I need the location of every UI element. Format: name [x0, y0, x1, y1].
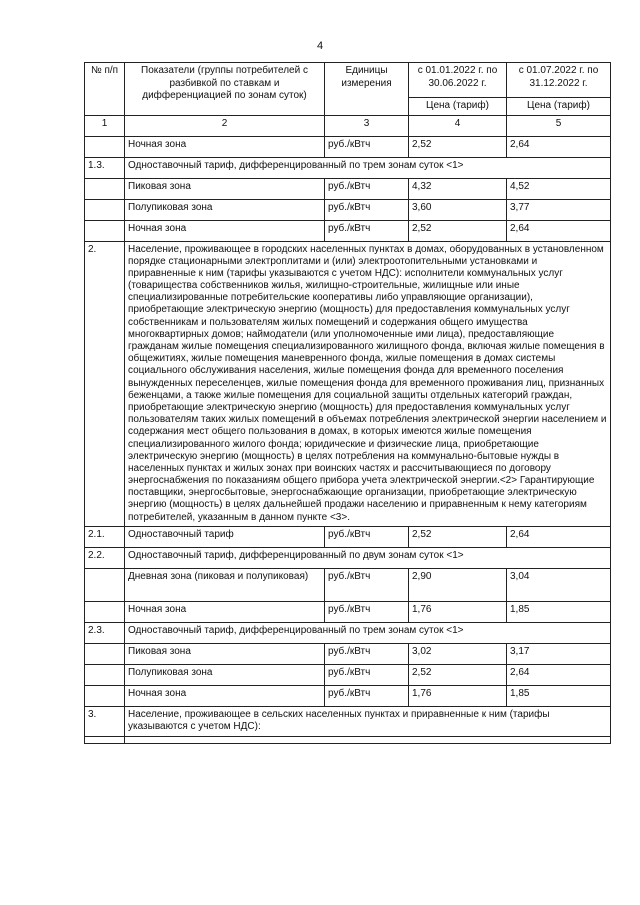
- row-value-2: 1,85: [507, 685, 611, 706]
- row-value-1: 2,52: [409, 526, 507, 547]
- tariff-table: [84, 62, 611, 744]
- table-row: [85, 685, 611, 706]
- section-row: [85, 622, 611, 643]
- row-num: [85, 601, 125, 622]
- row-unit: руб./кВтч: [325, 178, 409, 199]
- row-value-1: 4,32: [409, 178, 507, 199]
- table-row: [85, 199, 611, 220]
- row-value-1: 2,52: [409, 664, 507, 685]
- header-price2: Цена (тариф): [507, 98, 611, 116]
- row-name: Ночная зона: [125, 136, 325, 157]
- header-num: № п/п: [85, 63, 125, 116]
- header-units: Единицы измерения: [325, 63, 409, 116]
- section-row: [85, 241, 611, 526]
- row-unit: руб./кВтч: [325, 526, 409, 547]
- row-value-2: 2,64: [507, 220, 611, 241]
- table-row: [85, 601, 611, 622]
- table-row: [85, 178, 611, 199]
- row-value-2: 3,77: [507, 199, 611, 220]
- row-num: [85, 643, 125, 664]
- row-value-1: 1,76: [409, 601, 507, 622]
- row-value-1: 3,60: [409, 199, 507, 220]
- section-text: Население, проживающее в городских населенных пунктах в домах, оборудованных в установленном порядке стационарными электроплитами и (или) электроотопительными установками и приравненные к ним (тарифы указываются с учетом НДС): исполнители коммунальных услуг (товарищества собственников жилья, жилищно-строительные, жилищные или иные специализированные потребительские кооперативы либо управляющие организации), приобретающие электрическую энергию (мощность) для предоставления коммунальных услуг собственникам и пользователям жилых помещений и содержания общего имущества многоквартирных домов; наймодатели (или уполномоченные ими лица), предоставляющие гражданам жилые помещения специализированного жилищного фонда, включая жилые помещения в общежитиях, жилые помещения маневренного фонда, жилые помещения в домах системы социального обслуживания населения, жилые помещения фонда для временного поселения вынужденных переселенцев, жилые помещения фонда для временного проживания лиц, признанных беженцами, а также жилые помещения для социальной защиты отдельных категорий граждан, приобретающие электрическую энергию (мощность) для предоставления коммунальных услуг пользователям таких жилых помещений в объемах потребления электрической энергии населением и содержания мест общего пользования в домах, в которых имеются жилые помещения специализированного жилого фонда; юридические и физические лица, приобретающие электрическую энергию (мощность) в целях потребления на коммунально-бытовые нужды в населенных пунктах и жилых зонах при воинских частях и рассчитывающиеся по договору энергоснабжения по показаниям общего прибора учета электрической энергии.<2> Гарантирующие поставщики, энергосбытовые, энергоснабжающие организации, приобретающие электрическую энергию (мощность) в целях дальнейшей продажи населению и приравненным к нему категориям потребителей, указанным в данном пункте <3>.: [125, 241, 611, 526]
- row-num: [85, 685, 125, 706]
- section-num: 1.3.: [85, 157, 125, 178]
- row-num: [85, 136, 125, 157]
- row-name: Ночная зона: [125, 685, 325, 706]
- table-row-continuation: [85, 736, 611, 743]
- row-value-1: 3,02: [409, 643, 507, 664]
- header-row: [85, 63, 611, 98]
- row-name: Дневная зона (пиковая и полупиковая): [125, 568, 325, 601]
- row-name: Ночная зона: [125, 220, 325, 241]
- row-num: [85, 568, 125, 601]
- index-row: [85, 115, 611, 136]
- section-title: Одноставочный тариф, дифференцированный по трем зонам суток <1>: [125, 622, 611, 643]
- row-value-2: 2,64: [507, 136, 611, 157]
- row-value-1: 2,52: [409, 136, 507, 157]
- row-unit: руб./кВтч: [325, 664, 409, 685]
- section-title: Одноставочный тариф, дифференцированный по двум зонам суток <1>: [125, 547, 611, 568]
- section-title: Одноставочный тариф, дифференцированный по трем зонам суток <1>: [125, 157, 611, 178]
- row-value-2: 2,64: [507, 664, 611, 685]
- section-num: 2.3.: [85, 622, 125, 643]
- row-name: Полупиковая зона: [125, 664, 325, 685]
- table-row: [85, 568, 611, 601]
- index-1: 1: [85, 115, 125, 136]
- row-unit: руб./кВтч: [325, 568, 409, 601]
- row-value-1: 1,76: [409, 685, 507, 706]
- row-unit: руб./кВтч: [325, 199, 409, 220]
- row-unit: руб./кВтч: [325, 220, 409, 241]
- row-value-2: 3,17: [507, 643, 611, 664]
- row-num: [85, 178, 125, 199]
- table-row: [85, 526, 611, 547]
- row-value-2: 2,64: [507, 526, 611, 547]
- header-price1: Цена (тариф): [409, 98, 507, 116]
- row-value-1: 2,52: [409, 220, 507, 241]
- table-row: [85, 220, 611, 241]
- section-row: [85, 547, 611, 568]
- index-3: 3: [325, 115, 409, 136]
- index-2: 2: [125, 115, 325, 136]
- row-value-1: 2,90: [409, 568, 507, 601]
- row-num: [85, 199, 125, 220]
- section-num: 2.: [85, 241, 125, 526]
- row-name: Ночная зона: [125, 601, 325, 622]
- row-unit: руб./кВтч: [325, 601, 409, 622]
- row-name: Полупиковая зона: [125, 199, 325, 220]
- row-unit: руб./кВтч: [325, 685, 409, 706]
- row-unit: руб./кВтч: [325, 136, 409, 157]
- header-period2: с 01.07.2022 г. по 31.12.2022 г.: [507, 63, 611, 98]
- section-row: [85, 706, 611, 736]
- table-row: [85, 643, 611, 664]
- row-name: Одноставочный тариф: [125, 526, 325, 547]
- section-num: 2.2.: [85, 547, 125, 568]
- index-4: 4: [409, 115, 507, 136]
- section-row: [85, 157, 611, 178]
- row-num: [85, 220, 125, 241]
- row-num: 2.1.: [85, 526, 125, 547]
- row-unit: руб./кВтч: [325, 643, 409, 664]
- section-num: 3.: [85, 706, 125, 736]
- row-value-2: 4,52: [507, 178, 611, 199]
- header-period1: с 01.01.2022 г. по 30.06.2022 г.: [409, 63, 507, 98]
- row-value-2: 3,04: [507, 568, 611, 601]
- header-indicator: Показатели (группы потребителей с разбивкой по ставкам и дифференциацией по зонам суток): [125, 63, 325, 116]
- row-name: Пиковая зона: [125, 643, 325, 664]
- row-value-2: 1,85: [507, 601, 611, 622]
- page-number: 4: [316, 40, 324, 52]
- table-row: [85, 136, 611, 157]
- table-row: [85, 664, 611, 685]
- section-text: Население, проживающее в сельских населенных пунктах и приравненные к ним (тарифы указываются с учетом НДС):: [125, 706, 611, 736]
- row-num: [85, 664, 125, 685]
- index-5: 5: [507, 115, 611, 136]
- row-name: Пиковая зона: [125, 178, 325, 199]
